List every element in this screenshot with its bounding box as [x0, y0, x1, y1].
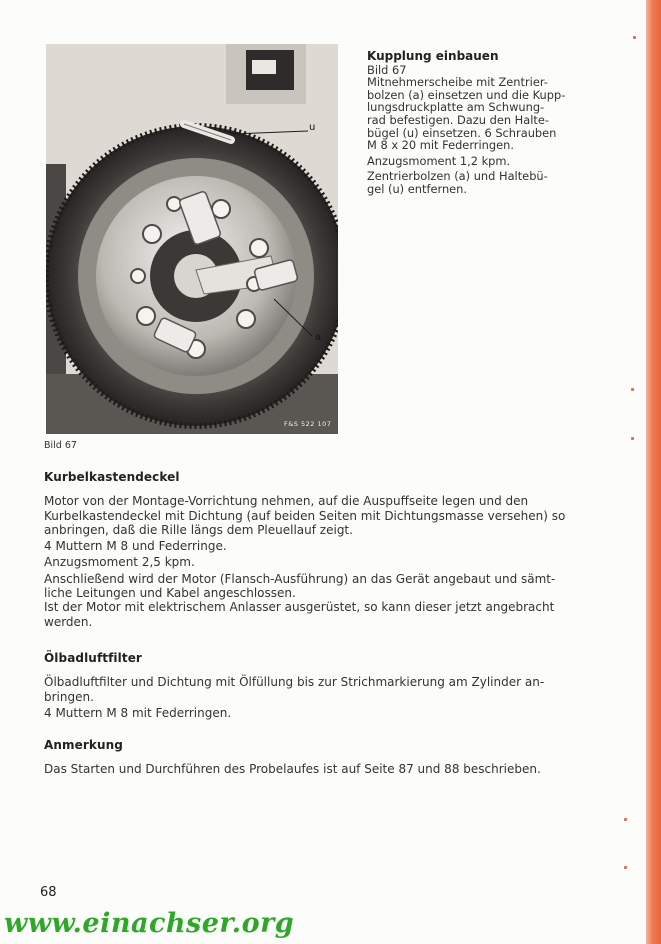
text-line: M 8 x 20 mit Federringen. [367, 138, 514, 153]
scan-mark [631, 388, 634, 391]
photo-code: F&S 522 107 [284, 420, 332, 428]
text-line: gel (u) entfernen. [367, 181, 468, 196]
torque-line: Anzugsmoment 2,5 kpm. [44, 555, 195, 570]
side-heading: Kupplung einbauen [367, 49, 499, 63]
paragraph [44, 675, 569, 704]
text-line: bolzen (a) einsetzen und die Kupp- [367, 87, 566, 102]
paragraph [44, 572, 569, 601]
label-a: a [315, 332, 322, 343]
text-line: lungsdruckplatte am Schwung- [367, 100, 545, 115]
section-heading: Kurbelkastendeckel [44, 470, 180, 484]
scan-mark [631, 437, 634, 440]
side-torque: Anzugsmoment 1,2 kpm. [367, 153, 511, 168]
section-heading: Anmerkung [44, 738, 123, 752]
section-heading: Ölbadluftfilter [44, 651, 142, 665]
side-figure-ref: Bild 67 [367, 62, 407, 77]
nuts-line: 4 Muttern M 8 mit Federringen. [44, 705, 232, 720]
paragraph [44, 494, 569, 537]
text-line: rad befestigen. Dazu den Halte- [367, 112, 549, 127]
scan-mark [624, 866, 627, 869]
website-watermark: www.einachser.org [4, 908, 295, 939]
section-kurbelkastendeckel [44, 470, 569, 629]
side-column [367, 50, 567, 196]
figure-caption: Bild 67 [44, 440, 77, 451]
text-line: Mitnehmerscheibe mit Zentrier- [367, 75, 548, 90]
text-line: werden. [44, 614, 93, 629]
section-anmerkung [44, 738, 569, 777]
side-paragraph-1 [367, 76, 567, 152]
text-line: liche Leitungen und Kabel angeschlossen. [44, 586, 296, 601]
side-paragraph-2 [367, 170, 567, 195]
text-line: bringen. [44, 689, 94, 704]
paragraph [44, 600, 569, 629]
text-line: Motor von der Montage-Vorrichtung nehmen, auf die Auspuffseite legen und den [44, 494, 529, 509]
text-line: Ist der Motor mit elektrischem Anlasser ausgerüstet, so kann dieser jetzt angebracht [44, 600, 555, 615]
text-line: Kurbelkastendeckel mit Dichtung (auf beiden Seiten mit Dichtungsmasse versehen) so [44, 508, 566, 523]
text-line: Zentrierbolzen (a) und Haltebü- [367, 169, 548, 184]
page-number: 68 [40, 885, 57, 900]
text-line: bügel (u) einsetzen. 6 Schrauben [367, 125, 557, 140]
section-oelbadluftfilter [44, 651, 569, 720]
nuts-line: 4 Muttern M 8 und Federringe. [44, 539, 227, 554]
page-edge [646, 0, 661, 944]
text-line: anbringen, daß die Rille längs dem Pleuellauf zeigt. [44, 522, 353, 537]
note-text: Das Starten und Durchführen des Probelaufes ist auf Seite 87 und 88 beschrieben. [44, 762, 541, 777]
scan-mark [633, 36, 636, 39]
label-u: u [309, 122, 316, 133]
clutch-photograph [46, 44, 338, 434]
text-line: Ölbadluftfilter und Dichtung mit Ölfüllung bis zur Strichmarkierung am Zylinder an- [44, 675, 545, 690]
scan-mark [624, 818, 627, 821]
text-line: Anschließend wird der Motor (Flansch-Ausführung) an das Gerät angebaut und sämt- [44, 571, 556, 586]
